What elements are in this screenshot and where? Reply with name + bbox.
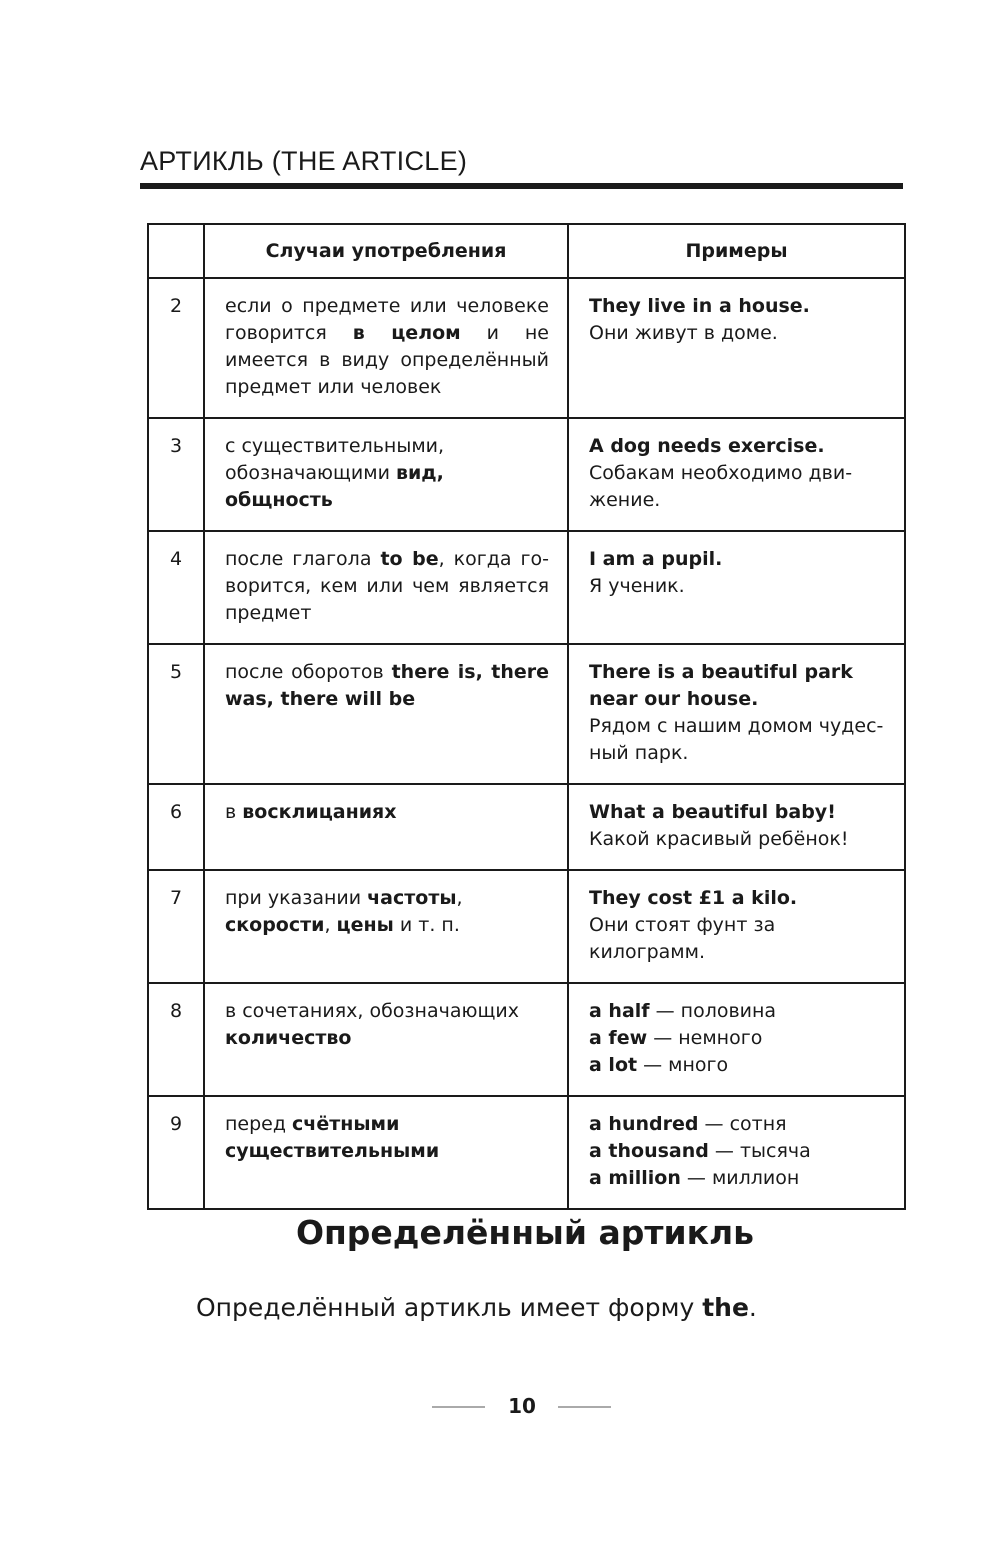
example-phrase [589, 1052, 890, 1079]
example-phrase [589, 1111, 890, 1138]
example-english: There is a beautiful park near our house. [589, 661, 853, 710]
usage-examples [568, 983, 905, 1096]
example-meaning: — немного [647, 1027, 763, 1049]
header-number [148, 224, 204, 278]
case-keyword: there is, there was, there will be [225, 661, 549, 710]
table-row [148, 531, 905, 644]
case-text: и т. п. [393, 914, 460, 936]
usage-examples [568, 784, 905, 870]
example-meaning: — миллион [680, 1167, 800, 1189]
usage-case [204, 870, 568, 983]
usage-examples [568, 418, 905, 531]
case-text: если о предмете или человеке говорится [225, 295, 549, 344]
example-english: A dog needs exercise. [589, 435, 825, 457]
example-term: a thousand [589, 1140, 709, 1162]
example-phrase [589, 998, 890, 1025]
case-text: , [456, 887, 463, 909]
example-translation: Какой красивый ребёнок! [589, 828, 849, 850]
table-row [148, 278, 905, 418]
case-keyword: восклицаниях [242, 801, 397, 823]
lead-text: Определённый артикль имеет форму [196, 1293, 703, 1322]
case-keyword: вид, общность [225, 462, 444, 511]
case-keyword: частоты [367, 887, 457, 909]
case-keyword: в целом [352, 322, 461, 344]
case-text: перед [225, 1113, 293, 1135]
example-meaning: — тысяча [708, 1140, 811, 1162]
usage-examples [568, 278, 905, 418]
example-translation: Рядом с нашим домом чудесный парк. [589, 715, 884, 764]
footer-rule-left [432, 1406, 485, 1408]
footer-rule-right [558, 1406, 611, 1408]
case-text: в [225, 801, 243, 823]
example-translation: Они живут в доме. [589, 322, 778, 344]
case-text: , когда говорится, кем или чем является предмет [225, 548, 549, 624]
example-term: a lot [589, 1054, 638, 1076]
table-header-row [148, 224, 905, 278]
lead-term: the [702, 1293, 749, 1322]
example-translation: Они стоят фунт за килограмм. [589, 914, 776, 963]
case-text: и не имеется в виду определённый предмет или человек [225, 322, 549, 398]
row-number: 2 [148, 278, 204, 418]
usage-case [204, 784, 568, 870]
example-english: They live in a house. [589, 295, 810, 317]
usage-case [204, 1096, 568, 1209]
example-meaning: — половина [649, 1000, 777, 1022]
case-keyword: to be [380, 548, 439, 570]
example-phrase [589, 1165, 890, 1192]
row-number: 3 [148, 418, 204, 531]
usage-examples [568, 1096, 905, 1209]
article-usage-table [147, 223, 906, 1210]
header-examples: Примеры [568, 224, 905, 278]
case-text: после оборотов [225, 661, 392, 683]
header-rule [140, 183, 903, 189]
lead-punctuation: . [748, 1293, 757, 1322]
case-text: при указании [225, 887, 368, 909]
running-title: АРТИКЛЬ (THE ARTICLE) [140, 146, 468, 176]
usage-case [204, 531, 568, 644]
case-text: с существительными, обозначающими [225, 435, 445, 484]
example-translation: Я ученик. [589, 575, 685, 597]
usage-examples [568, 870, 905, 983]
section-title: Определённый артикль [295, 1213, 755, 1252]
usage-case [204, 278, 568, 418]
case-text: , [324, 914, 337, 936]
case-keyword: количество [225, 1027, 352, 1049]
example-phrase [589, 1138, 890, 1165]
row-number: 8 [148, 983, 204, 1096]
usage-examples [568, 644, 905, 784]
case-text: после глагола [225, 548, 381, 570]
example-meaning: — много [637, 1054, 729, 1076]
page-number: 10 [508, 1394, 536, 1418]
usage-case [204, 418, 568, 531]
case-keyword: цены [336, 914, 394, 936]
row-number: 9 [148, 1096, 204, 1209]
table-row [148, 644, 905, 784]
usage-case [204, 644, 568, 784]
case-text: в сочетаниях, обозначающих [225, 1000, 519, 1022]
row-number: 5 [148, 644, 204, 784]
header-cases: Случаи употребления [204, 224, 568, 278]
lead-paragraph [196, 1293, 757, 1322]
example-meaning: — сотня [698, 1113, 787, 1135]
usage-examples [568, 531, 905, 644]
example-term: a hundred [589, 1113, 699, 1135]
table-row [148, 870, 905, 983]
case-keyword: счётными существительными [225, 1113, 440, 1162]
example-term: a few [589, 1027, 648, 1049]
example-english: I am a pupil. [589, 548, 723, 570]
table-row [148, 983, 905, 1096]
row-number: 6 [148, 784, 204, 870]
row-number: 7 [148, 870, 204, 983]
table-row [148, 1096, 905, 1209]
example-translation: Собакам необходимо движение. [589, 462, 853, 511]
example-english: What a beautiful baby! [589, 801, 836, 823]
example-phrase [589, 1025, 890, 1052]
example-term: a half [589, 1000, 650, 1022]
table-row [148, 784, 905, 870]
usage-case [204, 983, 568, 1096]
row-number: 4 [148, 531, 204, 644]
example-term: a million [589, 1167, 681, 1189]
case-keyword: скорости [225, 914, 325, 936]
table-row [148, 418, 905, 531]
example-english: They cost £1 a kilo. [589, 887, 798, 909]
